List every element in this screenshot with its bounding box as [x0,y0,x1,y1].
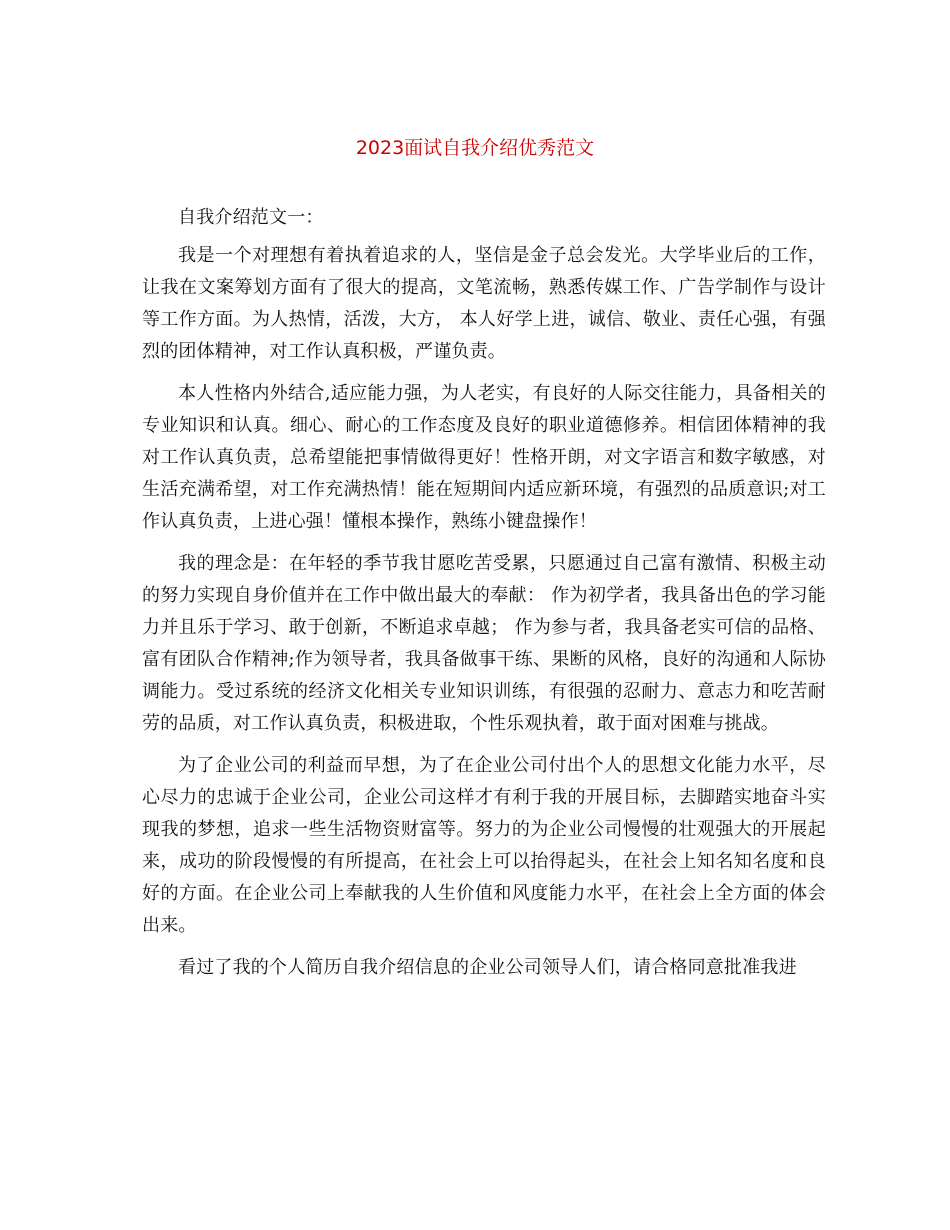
paragraph: 本人性格内外结合,适应能力强，为人老实，有良好的人际交往能力，具备相关的专业知识和认真。细心、耐心的工作态度及良好的职业道德修养。相信团体精神的我对工作认真负责，总希望能把事情做得更好！性格开朗，对文字语言和数字敏感，对生活充满希望，对工作充满热情！能在短期间内适应新环境，有强烈的品质意识;对工作认真负责，上进心强！懂根本操作，熟练小键盘操作！ [142,383,826,532]
section-heading: 自我介绍范文一： [178,207,324,228]
paragraph: 为了企业公司的利益而早想，为了在企业公司付出个人的思想文化能力水平，尽心尽力的忠诚于企业公司，企业公司这样才有利于我的开展目标，去脚踏实地奋斗实现我的梦想，追求一些生活物资财富等。努力的为企业公司慢慢的壮观强大的开展起来，成功的阶段慢慢的有所提高，在社会上可以抬得起头，在社会上知名知名度和良好的方面。在企业公司上奉献我的人生价值和风度能力水平，在社会上全方面的体会出来。 [142,755,826,936]
document-title: 2023面试自我介绍优秀范文 [355,137,595,159]
paragraph: 我的理念是：在年轻的季节我甘愿吃苦受累，只愿通过自己富有激情、积极主动的努力实现自身价值并在工作中做出最大的奉献： 作为初学者，我具备出色的学习能力并且乐于学习、敢于创新，不断追求卓越； 作为参与者，我具备老实可信的品格、富有团队合作精神;作为领导者，我具备做事干练、果断的风格，良好的沟通和人际协调能力。受过系统的经济文化相关专业知识训练，有很强的忍耐力、意志力和吃苦耐劳的品质，对工作认真负责，积极进取，个性乐观执着，敢于面对困难与挑战。 [142,553,826,734]
document-body [142,202,826,994]
paragraph: 看过了我的个人简历自我介绍信息的企业公司领导人们，请合格同意批准我进 [178,957,797,978]
paragraph: 我是一个对理想有着执着追求的人，坚信是金子总会发光。大学毕业后的工作，让我在文案筹划方面有了很大的提高，文笔流畅，熟悉传媒工作、广告学制作与设计等工作方面。为人热情，活泼，大方， 本人好学上进，诚信、敬业、责任心强，有强烈的团体精神，对工作认真积极，严谨负责。 [142,245,826,362]
